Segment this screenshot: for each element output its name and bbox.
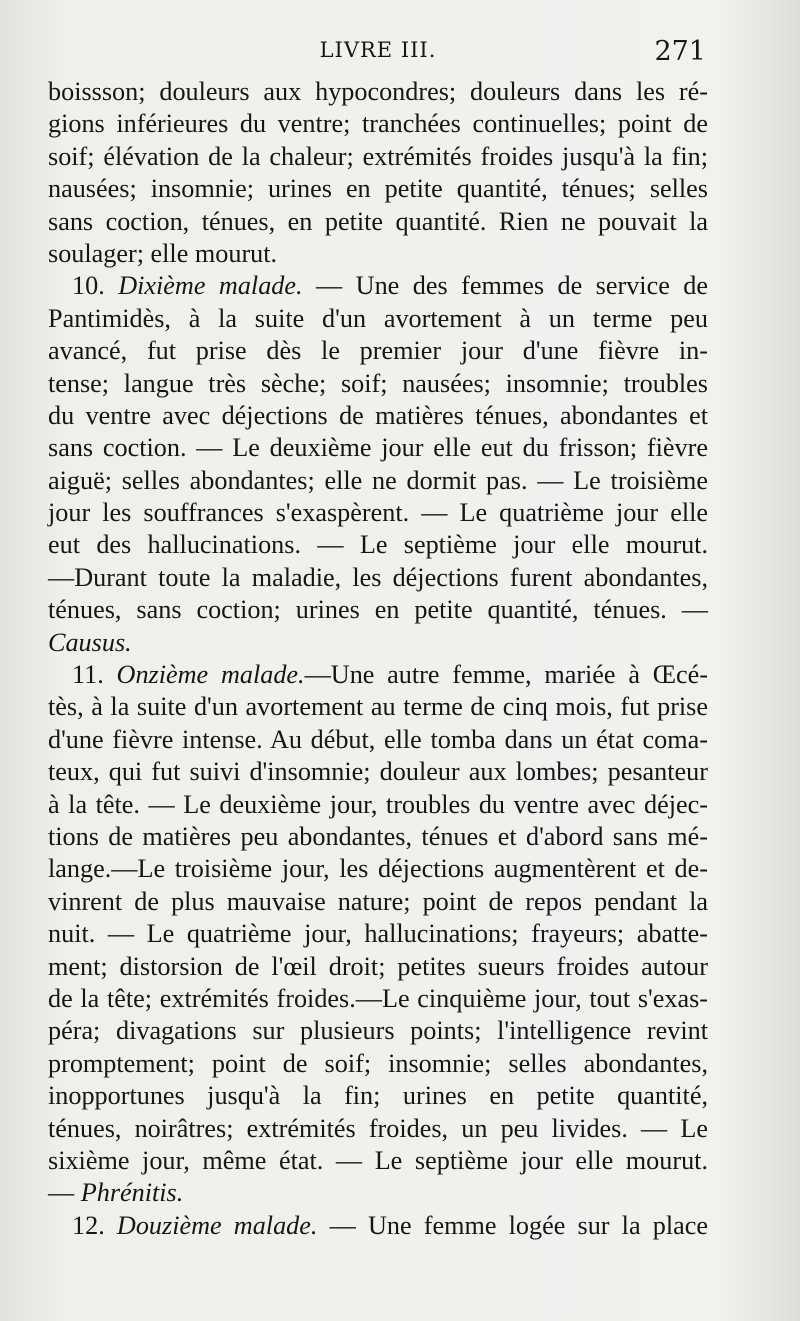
- line-text: eut des hallucinations. — Le septième jour elle mourut.: [48, 530, 708, 560]
- text-line: [48, 529, 708, 561]
- text-line: [48, 951, 708, 983]
- line-text: soif; élévation de la chaleur; extrémités froides jusqu'à la fin;: [48, 141, 708, 171]
- line-text: nausées; insomnie; urines en petite quantité, ténues; selles: [48, 174, 708, 204]
- text-line: [48, 400, 708, 432]
- line-text: sixième jour, même état. — Le septième jour elle mourut.: [48, 1145, 708, 1175]
- case-number: 10.: [72, 271, 119, 301]
- text-line: [48, 983, 708, 1015]
- text-line: [48, 789, 708, 821]
- line-text: à la tête. — Le deuxième jour, troubles du ventre avec déjec-: [48, 789, 708, 819]
- text-line: [48, 141, 708, 173]
- text-line: [48, 886, 708, 918]
- line-text: boissson; douleurs aux hypocondres; douleurs dans les ré-: [48, 77, 708, 106]
- case-heading-line: [48, 270, 708, 302]
- text-line: [48, 594, 708, 626]
- case-number: 12.: [72, 1210, 117, 1240]
- text-line: [48, 76, 708, 108]
- line-text: de la tête; extrémités froides.—Le cinquième jour, tout s'exas-: [48, 983, 708, 1013]
- text-line: [48, 691, 708, 723]
- line-text: jour les souffrances s'exaspèrent. — Le quatrième jour elle: [48, 498, 708, 528]
- line-text: — Une des femmes de service de: [302, 271, 709, 301]
- page-header: [48, 36, 708, 72]
- line-text: tense; langue très sèche; soif; nausées; insomnie; troubles: [48, 368, 708, 398]
- text-line: [48, 918, 708, 950]
- line-text: inopportunes jusqu'à la fin; urines en petite quantité,: [48, 1081, 708, 1111]
- line-text: teux, qui fut suivi d'insomnie; douleur aux lombes; pesanteur: [48, 757, 708, 787]
- line-text: péra; divagations sur plusieurs points; l'intelligence revint: [48, 1016, 708, 1046]
- line-text: d'une fièvre intense. Au début, elle tomba dans un état coma-: [48, 724, 708, 754]
- line-text: —Durant toute la maladie, les déjections furent abondantes,: [48, 562, 708, 592]
- body-text: [48, 76, 708, 1242]
- case-number: 11.: [72, 660, 117, 690]
- line-text: lange.—Le troisième jour, les déjections augmentèrent et de-: [48, 854, 708, 884]
- running-head: LIVRE III.: [319, 38, 437, 62]
- line-text: —: [48, 1178, 81, 1208]
- case-title: Causus.: [48, 627, 132, 657]
- line-text: avancé, fut prise dès le premier jour d'une fièvre in-: [48, 336, 708, 366]
- line-text: aiguë; selles abondantes; elle ne dormit pas. — Le troisième: [48, 465, 708, 495]
- line-text: ténues, sans coction; urines en petite quantité, ténues. —: [48, 595, 708, 625]
- text-line: [48, 303, 708, 335]
- case-heading-line: [48, 659, 708, 691]
- case-title: Douzième malade.: [116, 1210, 318, 1240]
- line-text: tès, à la suite d'un avortement au terme de cinq mois, fut prise: [48, 692, 708, 722]
- case-title: Onzième malade.: [116, 660, 305, 690]
- text-line: [48, 173, 708, 205]
- line-text: — Une femme logée sur la place: [317, 1210, 708, 1240]
- text-line: [48, 368, 708, 400]
- case-heading-line: [48, 1210, 708, 1242]
- text-line: [48, 1145, 708, 1177]
- line-text: —Une autre femme, mariée à Œcé-: [304, 660, 708, 690]
- line-text: sans coction. — Le deuxième jour elle eut du frisson; fièvre: [48, 433, 708, 463]
- page-number: 271: [654, 36, 706, 67]
- line-text: ténues, noirâtres; extrémités froides, un peu livides. — Le: [48, 1113, 708, 1143]
- text-line: [48, 756, 708, 788]
- line-text: Pantimidès, à la suite d'un avortement à un terme peu: [48, 303, 708, 333]
- text-line: [48, 562, 708, 594]
- line-text: ment; distorsion de l'œil droit; petites sueurs froides autour: [48, 951, 708, 981]
- text-line: [48, 1015, 708, 1047]
- text-line: [48, 1080, 708, 1112]
- text-line: [48, 821, 708, 853]
- text-line: [48, 853, 708, 885]
- text-line: [48, 108, 708, 140]
- line-text: soulager; elle mourut.: [48, 238, 278, 268]
- line-text: promptement; point de soif; insomnie; selles abondantes,: [48, 1048, 708, 1078]
- line-text: vinrent de plus mauvaise nature; point de repos pendant la: [48, 886, 708, 916]
- text-line: [48, 335, 708, 367]
- line-text: du ventre avec déjections de matières ténues, abondantes et: [48, 400, 708, 430]
- text-line: [48, 627, 708, 659]
- text-line: [48, 1048, 708, 1080]
- text-line: [48, 1113, 708, 1145]
- text-line: [48, 724, 708, 756]
- case-title: Phrénitis.: [80, 1178, 184, 1208]
- text-line: [48, 465, 708, 497]
- line-text: nuit. — Le quatrième jour, hallucinations; frayeurs; abatte-: [48, 919, 708, 949]
- text-line: [48, 1177, 708, 1209]
- line-text: sans coction, ténues, en petite quantité. Rien ne pouvait la: [48, 206, 708, 236]
- text-line: [48, 432, 708, 464]
- text-line: [48, 497, 708, 529]
- text-line: [48, 206, 708, 238]
- text-line: [48, 238, 708, 270]
- case-title: Dixième malade.: [118, 271, 303, 301]
- line-text: tions de matières peu abondantes, ténues et d'abord sans mé-: [48, 821, 708, 851]
- line-text: gions inférieures du ventre; tranchées continuelles; point de: [48, 109, 708, 139]
